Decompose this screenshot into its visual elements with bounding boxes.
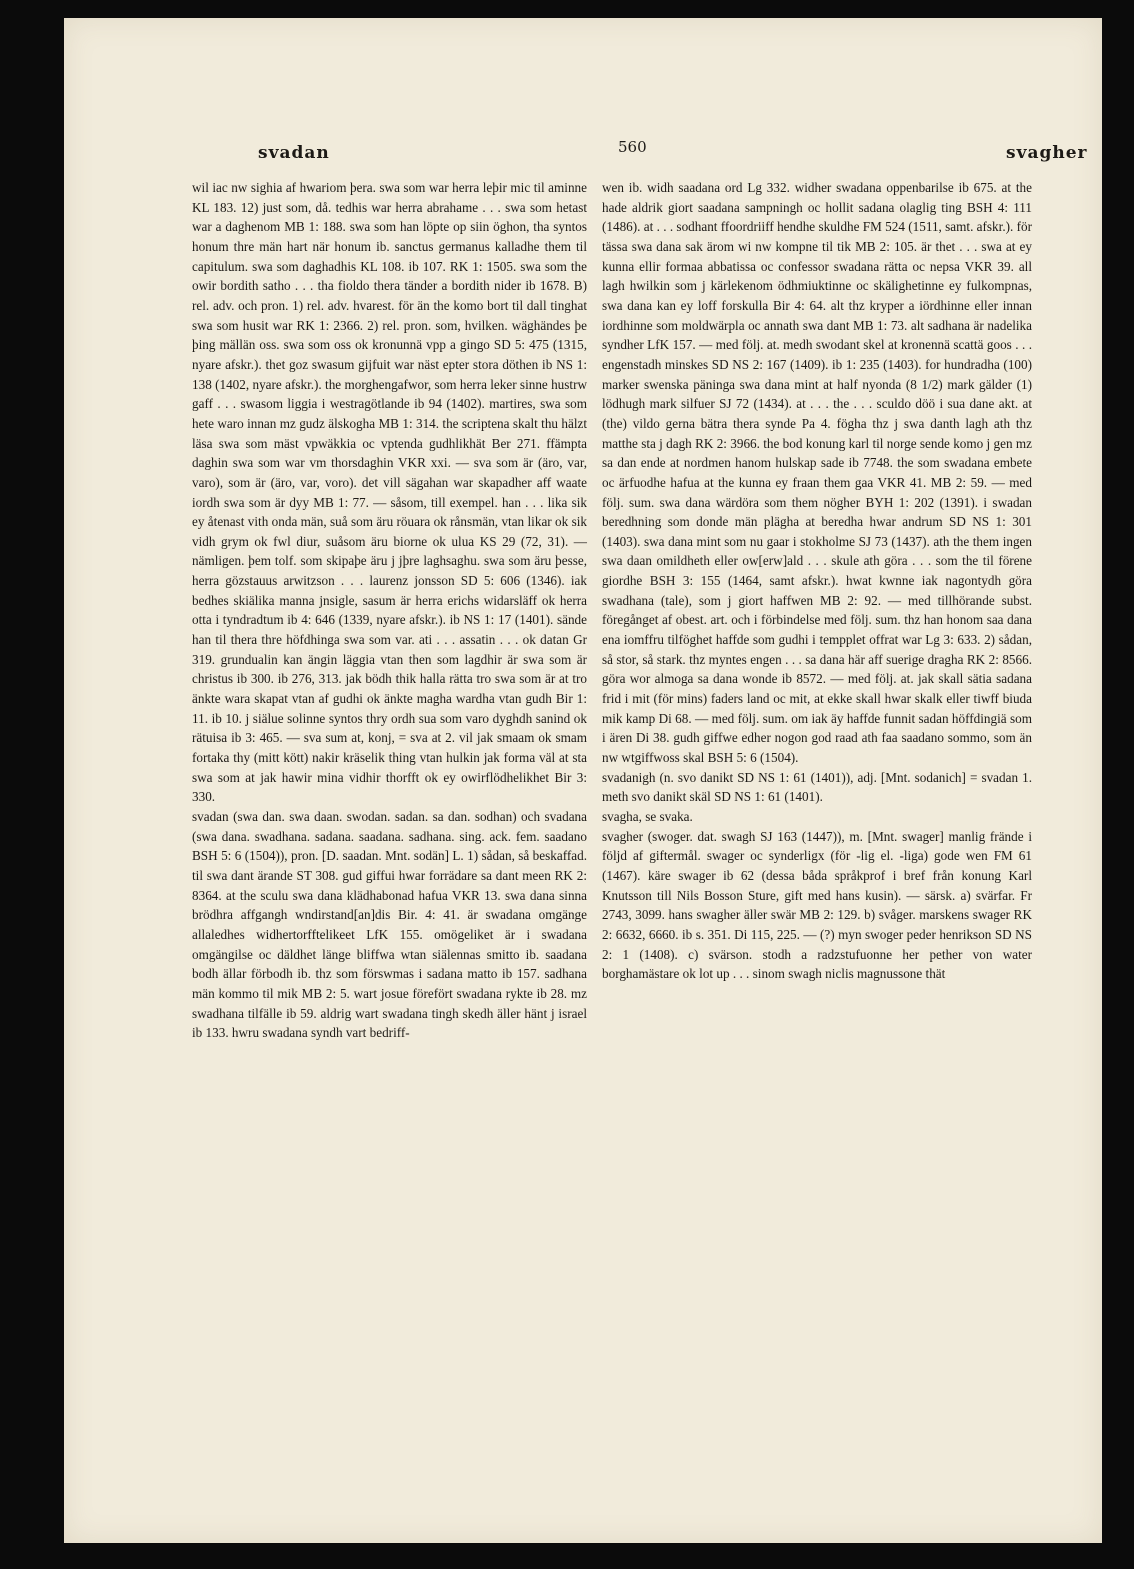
entry-svagha: svagha, se svaka. (602, 809, 693, 824)
entry-svadanigh: svadanigh (n. svo danikt SD NS 1: 61 (1401)), adj. [Mnt. sodanich] = svadan 1. meth svo danikt skäl SD NS 1: 61 (1401). (602, 769, 1032, 805)
running-head-right: svagher (1006, 143, 1088, 163)
entry-text: wen ib. widh saadana ord Lg 332. widher swadana oppenbarilse ib 675. at the hade aldrik giort saadana sampningh oc hollit sadana olaglig ting BSH 4: 111 (1486). at . . . sodhant ffoordriiff hendhe skuldhe FM 524 (1511, samt. afskr.). för tässa swa dana sak ärom wi nw kompne til tik MB 2: 105. är thet . . . swa at ey kunna ellir formaa abbatissa oc confessor swadana rätta oc nepsa VKR 39. all lagh hwilkin som j kärlekenom ödhmiuktinne oc skälighetinne ey fulkompnas, swa dana kan ey loff forskulla Bir 4: 64. alt thz kryper a iördhinne eller innan iordhinne som moldwärpla oc annath swa dant MB 1: 73. alt sadhana är nadelika syndher LfK 157. — med följ. at. medh swodant skel at kronennä scattä goos . . . engenstadh minskes SD NS 2: 167 (1409). ib 1: 235 (1403). for hundradha (100) marker swenska päninga swa dana mint at half nyonda (8 1/2) mark gälder (1) lödhugh mark silfuer SJ 72 (1434). at . . . the . . . sculdo döö i sua dane akt. at (the) vildo gerna bätra thera synde Pa 4. fögha thz j swa danth lagh ath thz matthe sta j dagh RK 2: 3966. the bod konung karl til norge sende komo j gen mz sa dan ende at nordmen hanom hulskap sade ib 7748. the som swadana embete oc ärfuodhe hafua at the kunna ey fraan them gaa VKR 41. MB 2: 59. — med följ. sum. swa dana wärdöra som them nögher BYH 1: 202 (1391). i swadan beredhning som donde män plägha at beredha hwar andrum SD NS 1: 301 (1403). swa dana mint som nu gaar i stokholme SJ 73 (1437). ath the them ingen swa daan omildheth eller ow[erw]ald . . . skule ath göra . . . som the til förene giordhe BSH 3: 155 (1464, samt afskr.). hwat kwnne iak nagontydh göra swadhana (tale), som j giort haffwen MB 2: 92. — med tillhörande subst. föregånget af obest. art. och i förbindelse med följ. sum. thz han honom saa dana ena iomffru tilföghet haffde som gudhi i tempplet offrat war Lg 3: 633. 2) sådan, så stor, så stark. thz myntes engen . . . sa dana här aff suerige dragha RK 2: 8566. göra wor almoga sa dana wonde ib 8572. — med följ. at. jak skall sätia sadana frid i mit (för mins) faders land oc mit, at ekke skall hwar skalk eller tiwff biuda mik kamp Di 68. — med följ. sum. om iak äy haffde funnit sadan höffdingiä som i ären Di 38. gudh giffwe edher nogon god raad ath faa saadano sommo, som än nw wtgiffwoss skal BSH 5: 6 (1504). (602, 180, 1032, 766)
page-number: 560 (618, 138, 647, 156)
entry-svadan: svadan (swa dan. swa daan. swodan. sadan. sa dan. sodhan) och svadana (swa dana. swadhana. sadana. saadana. sadhana. sing. ack. fem. saadano BSH 5: 6 (1504)), pron. [D. saadan. Mnt. sodän] L. 1) sådan, så beskaffad. til swa dant ärande ST 308. gud giffui hwar forrädare sa dant meen RK 2: 8364. at the sculu swa dana klädhabonad hafua VKR 13. swa dana sinna brödhra affgangh wndirstand[an]dis Bir. 4: 41. är swadana omgänge allaledhes widhertorfftelikeet LfK 155. omögeliket är i swadana omgängilse oc däldhet länge bliffwa wtan siälennas smitto ib. saadana bodh ällar förbodh ib. thz som förswmas i sadana matto ib 157. sadhana män kommo til mik MB 2: 5. wart josue förefört swadana rykte ib 28. mz swadhana tilfälle ib 59. aldrig wart swadana tingh skedh äller hänt j israel ib 133. hwru swadana syndh vart bedriff- (192, 809, 587, 1041)
left-column (192, 178, 587, 1043)
entry-text: wil iac nw sighia af hwariom þera. swa som war herra leþir mic til aminne KL 183. 12) just som, då. tedhis war herra abrahame . . . swa som hetast war a daghenom MB 1: 188. swa som han löpte op siin öghon, tha syntos honum thre män hart när honum ib. sanctus germanus kalladhe them til capitulum. swa som daghadhis KL 108. ib 107. RK 1: 1505. swa som the owir bordith satho . . . tha fioldo thera tänder a bordith nider ib 1678. B) rel. adv. och pron. 1) rel. adv. hvarest. för än the komo bort til dall tinghat swa som husit war RK 1: 2366. 2) rel. pron. som, hvilken. wäghändes þe þing mällän oss. swa som oss ok kronunnä vpp a gingo SD 5: 475 (1315, nyare afskr.). thet goz swasum gijfuit war näst epter stora döthen ib NS 1: 138 (1402, nyare afskr.). the morghengafwor, som herra leker sinne hustrw gaff . . . swasom liggia i westragötlande ib 94 (1402). martires, swa som hete waro innan mz gudz älskogha MB 1: 314. the scriptena skalt thu hälzt läsa swa som mäst vpwäkkia oc vptenda gudhlikhät Ber 271. ffämpta daghin swa som war vm thorsdaghin VKR xxi. — sva som är (äro, var, varo), som är (äro, var, voro). det vill sägahan war skapadher aff waate iordh swa som är dyy MB 1: 77. — såsom, till exempel. han . . . lika sik ey åtenast vith onda män, suå som äru röuara ok rånsmän, vtan likar ok sik vidh grym ok fwl diur, suåsom äru biorne ok ulua KS 29 (72, 31). — nämligen. þem tolf. som skipaþe äru j jþre laghsaghu. swa som äru þesse, herra gözstauus arwitzson . . . laurenz jonsson SD 5: 606 (1346). iak bedhes skiälika manna jnsigle, sasum är herra erichs widarsläff ok herra otta i tyndradtum ib 4: 646 (1339, nyare afskr.). ib NS 1: 17 (1401). sände han til thera thre höfdhinga swa som var. ati . . . assatin . . . ok datan Gr 319. grundualin kan ängin läggia vtan then som lagdhir är swa som är christus ib 300. ib 276, 313. jak bödh thik halla rätta tro swa som är at tro änkte wara skapat vtan af gudhi ok änkte magha wardha vtan gudh Bir 1: 11. ib 10. j siälue solinne syntos thry ordh sua som varo dyghdh sanind ok rätuisa ib 3: 465. — sva sum at, konj, = sva at 2. vil jak smaam ok smam fortaka thy (mitt kött) nakir kräselik thing vtan hulkin jak forma väl at sta swa som at jak hawir mina vidhir thorfft ok ey owirflödhelikhet Bir 3: 330. (192, 180, 587, 805)
entry-svagher: svagher (swoger. dat. swagh SJ 163 (1447)), m. [Mnt. swager] manlig frände i följd af giftermål. swager oc synderligx (för -lig el. -liga) gode wen FM 61 (1467). käre swager ib 62 (dessa båda språkprof i bref från konung Karl Knutsson till Nils Bosson Sture, gift med hans kusin). — särsk. a) svärfar. Fr 2743, 3099. hans swagher äller swär MB 2: 129. b) svåger. marskens swager RK 2: 6632, 6660. ib s. 351. Di 115, 225. — (?) myn swoger peder henrikson SD NS 2: 1 (1408). c) svärson. stodh a radzstufuonne her pether von water borghamästare ok lot up . . . sinom swagh niclis magnussone thät (602, 828, 1032, 982)
running-head-left: svadan (258, 143, 330, 163)
right-column (602, 178, 1032, 984)
